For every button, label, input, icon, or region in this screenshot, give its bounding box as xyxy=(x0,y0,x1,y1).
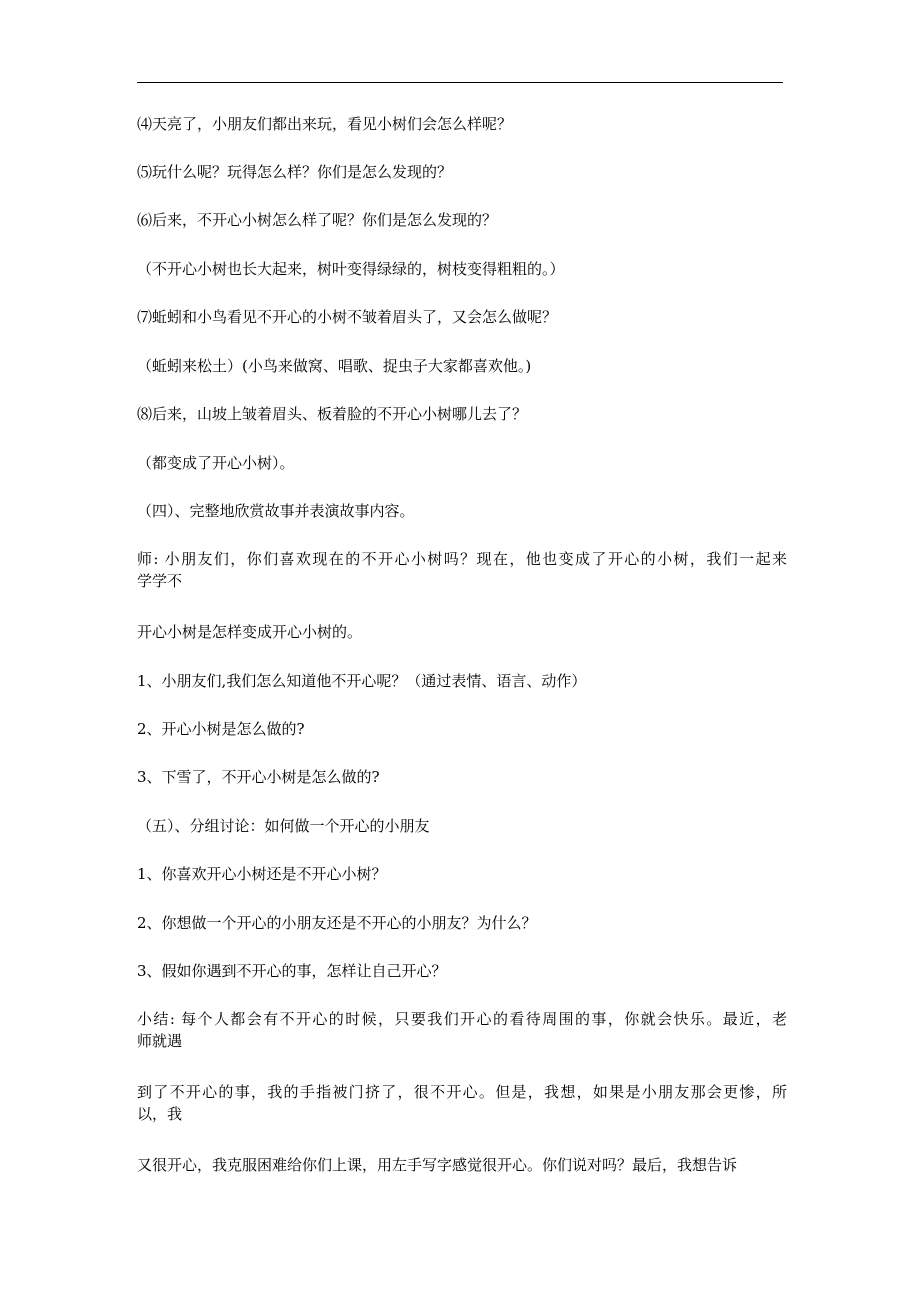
list-item: 3、假如你遇到不开心的事，怎样让自己开心？ xyxy=(137,962,447,980)
section-heading: （五）、分组讨论：如何做一个开心的小朋友 xyxy=(137,817,430,835)
paragraph-line: 小结: 每个人都会有不开心的时候，只要我们开心的看待周围的事，你就会快乐。最近，老 xyxy=(137,1010,787,1028)
paragraph xyxy=(137,548,787,592)
paragraph-line: 学学不 xyxy=(137,572,183,590)
paragraph: ⑸玩什么呢？玩得怎么样？你们是怎么发现的？ xyxy=(137,163,453,181)
paragraph: ⑷天亮了，小朋友们都出来玩，看见小树们会怎么样呢？ xyxy=(137,115,513,133)
paragraph: 开心小树是怎样变成开心小树的。 xyxy=(137,623,363,641)
paragraph xyxy=(137,1081,787,1125)
paragraph: ⑹后来，不开心小树怎么样了呢？你们是怎么发现的？ xyxy=(137,211,498,229)
section-heading: （四）、完整地欣赏故事并表演故事内容。 xyxy=(137,502,415,520)
list-item: 2、开心小树是怎么做的? xyxy=(137,720,305,738)
list-item: 2、你想做一个开心的小朋友还是不开心的小朋友？为什么？ xyxy=(137,914,537,932)
paragraph-line: 师: 小朋友们，你们喜欢现在的不开心小树吗？现在，他也变成了开心的小树，我们一起来 xyxy=(137,550,787,568)
paragraph: ⑻后来，山坡上皱着眉头、板着脸的不开心小树哪儿去了？ xyxy=(137,405,528,423)
list-item: 3、下雪了，不开心小树是怎么做的? xyxy=(137,768,380,786)
paragraph: （蚯蚓来松土）(小鸟来做窝、唱歌、捉虫子大家都喜欢他。) xyxy=(137,357,532,375)
paragraph: （都变成了开心小树）。 xyxy=(137,454,295,472)
paragraph-line: 以，我 xyxy=(137,1105,183,1123)
paragraph-line: 师就遇 xyxy=(137,1032,183,1050)
paragraph: ⑺蚯蚓和小鸟看见不开心的小树不皱着眉头了，又会怎么做呢？ xyxy=(137,308,558,326)
paragraph-line: 到了不开心的事，我的手指被门挤了，很不开心。但是，我想，如果是小朋友那会更惨，所 xyxy=(137,1083,787,1101)
paragraph xyxy=(137,1008,787,1052)
list-item: 1、你喜欢开心小树还是不开心小树？ xyxy=(137,865,387,883)
list-item: 1、小朋友们,我们怎么知道他不开心呢？（通过表情、语言、动作） xyxy=(137,672,587,690)
header-rule xyxy=(137,82,783,83)
paragraph: （不开心小树也长大起来，树叶变得绿绿的，树枝变得粗粗的。） xyxy=(137,260,565,278)
paragraph: 又很开心，我克服困难给你们上课，用左手写字感觉很开心。你们说对吗？最后，我想告诉 xyxy=(137,1156,738,1174)
